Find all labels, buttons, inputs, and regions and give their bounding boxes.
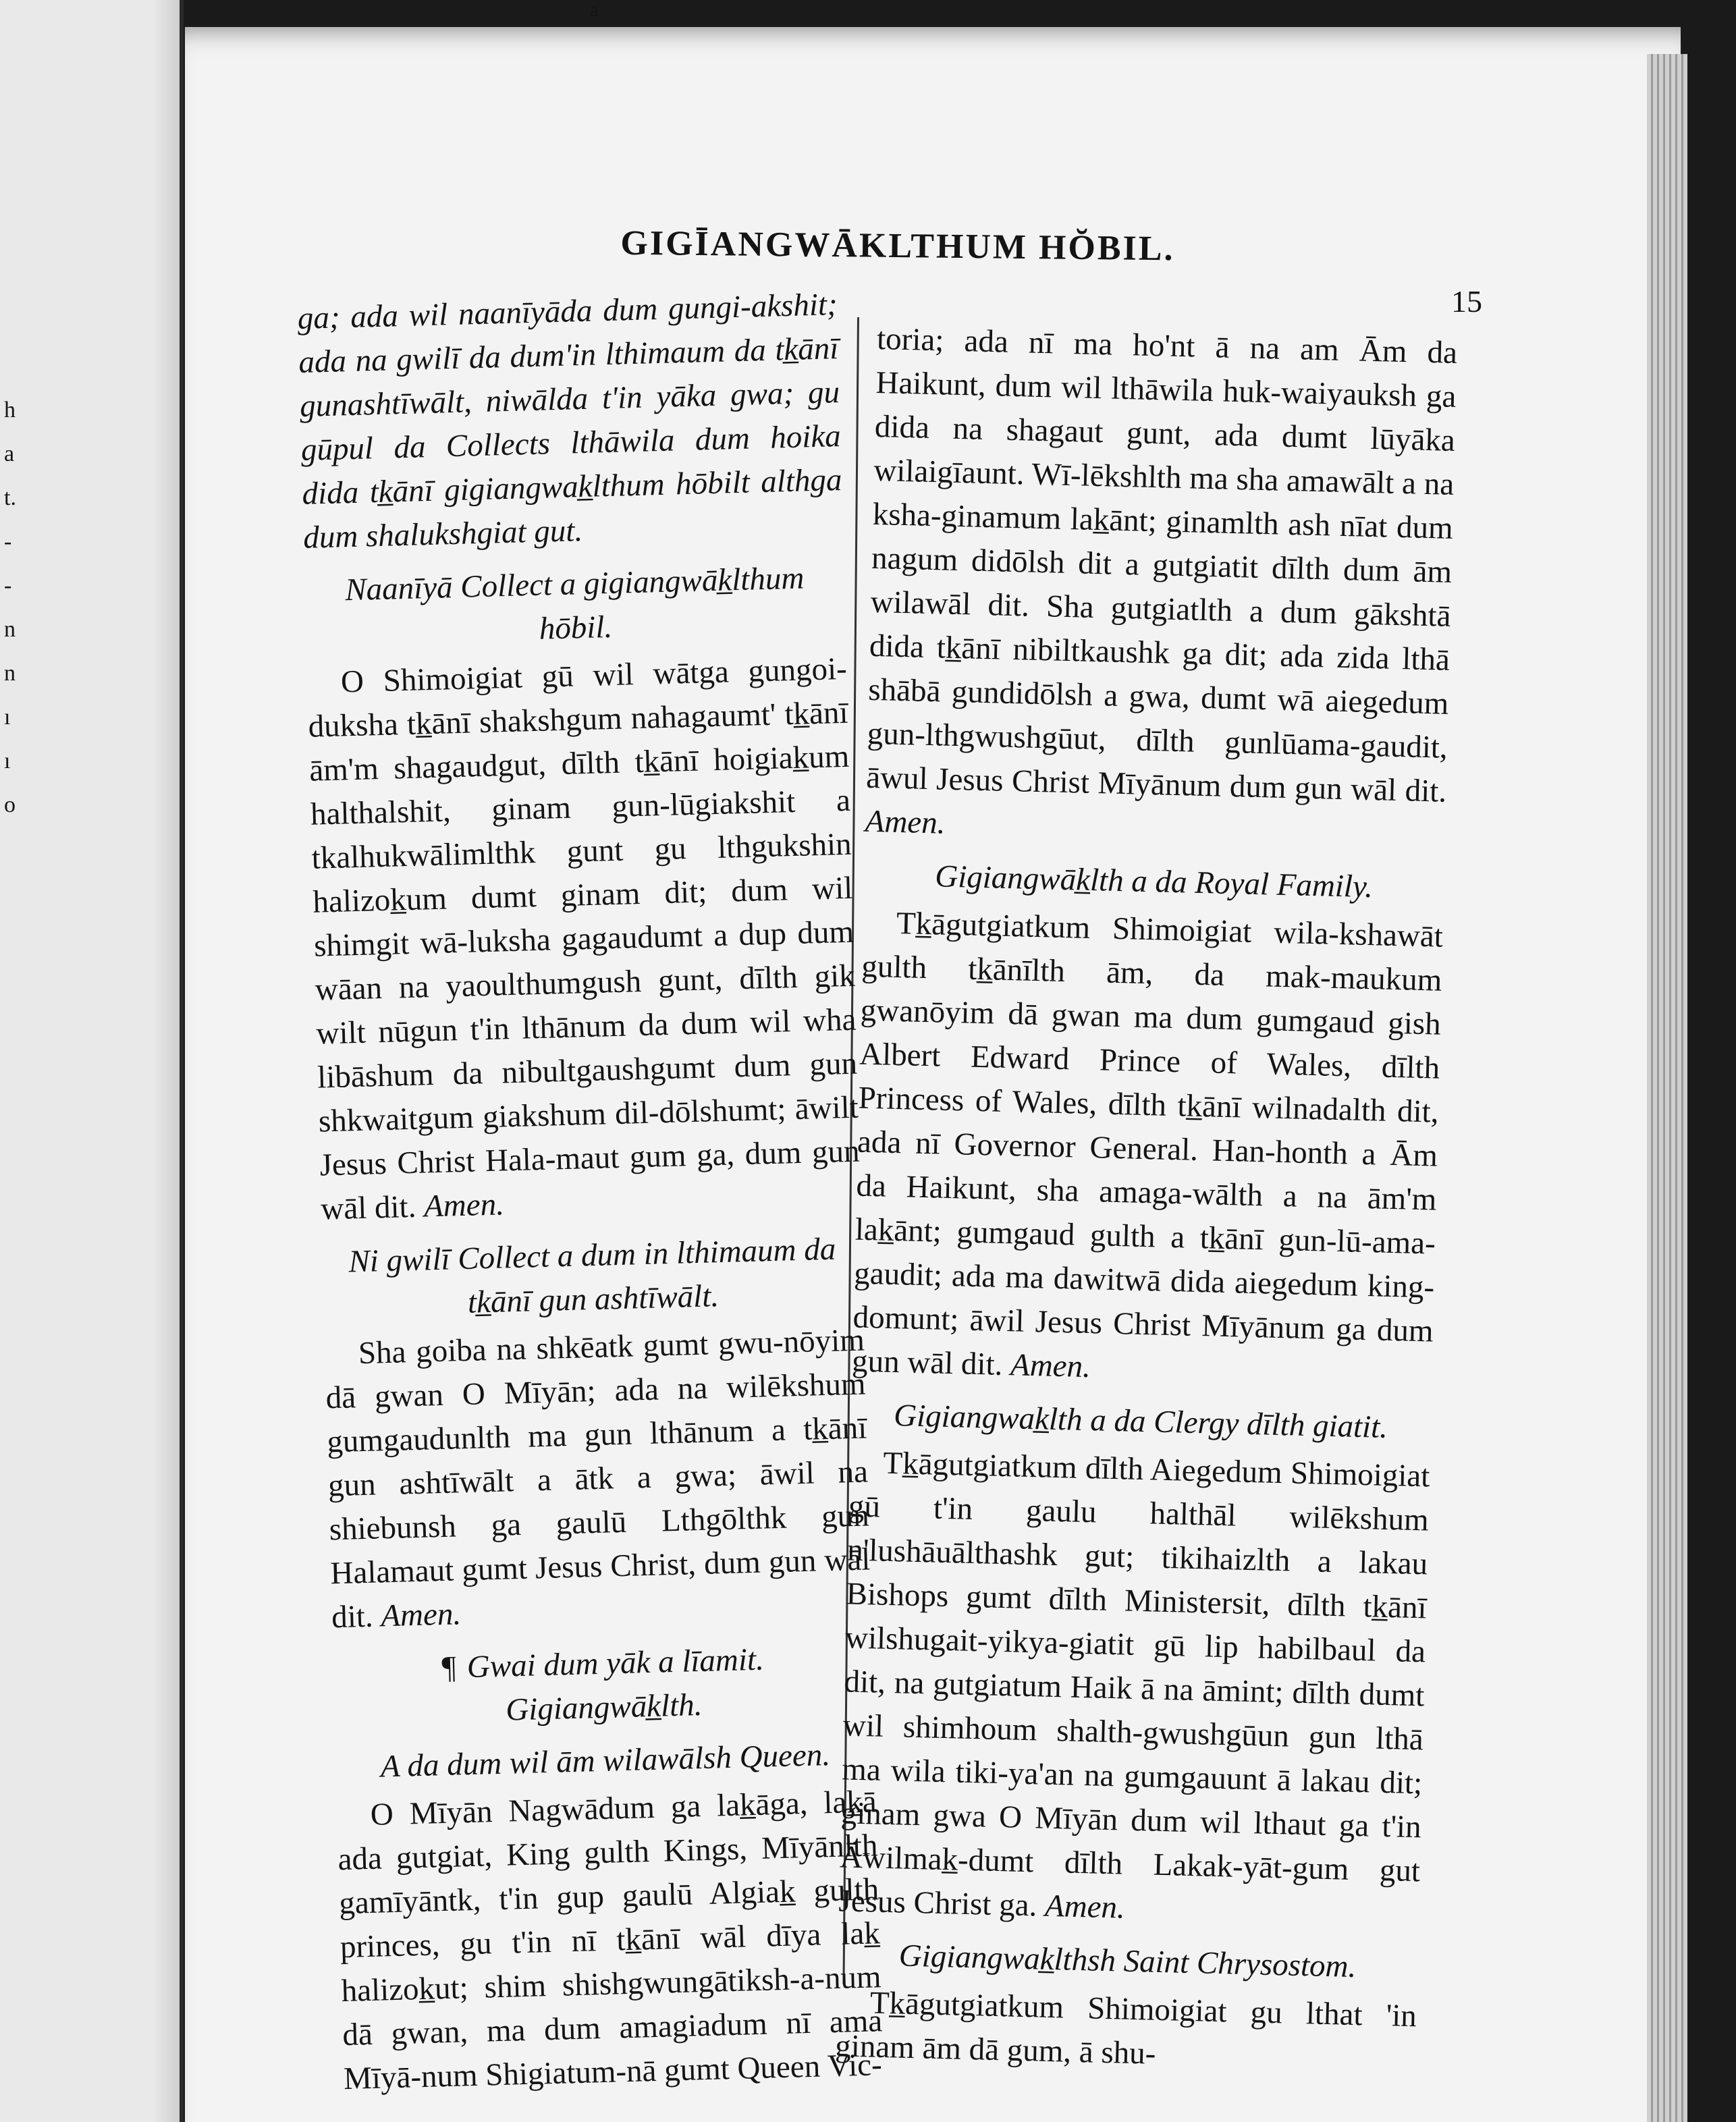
previous-page-letter: - xyxy=(4,529,12,554)
page-stack-edge xyxy=(1647,54,1687,2122)
rubric-subtext: Gigiangwāk̲lth. xyxy=(505,1687,703,1728)
section-heading: Gigiangwak̲lth a da Clergy dīlth giatit. xyxy=(893,1398,1388,1445)
paragraph-text: Tk̲āgutgiatkum Shimoigiat gu lthat 'in ginam ām dā gum, ā shu- xyxy=(834,1985,1417,2071)
previous-page-letter: n xyxy=(4,617,16,642)
prayer-text xyxy=(336,1780,884,2101)
prayer-text xyxy=(835,1980,1417,2082)
previous-page-letter: - xyxy=(4,573,12,598)
paragraph-text: Tk̲āgutgiatkum Shimoigiat wila-kshawāt gulth tk̲ānīlth ām, da mak-maukum gwanōyim dā gwan ma dum gumgaud gish Albert Edward Prince of Wales, dīlth Princess of Wales, dīlth tk̲ānī wilnadalth dit, ada nī Governor General. Han-honth a Ām da Haikunt, sha amaga-wālth a na ām'm lak̲ānt; gumgaud gulth a tk̲ānī gun-lū-ama-gaudit; ada ma dawitwā dida aiegedum king-domunt; āwil Jesus Christ Mīyānum ga dum gun wāl dit. xyxy=(851,905,1444,1382)
previous-page-letter: n xyxy=(4,661,16,686)
paragraph-text: O Mīyān Nagwādum ga lak̲āga, lak̲ā ada gutgiat, King gulth Kings, Mīyānlth gamīyāntk, t'in gup gaulū Algiak̲ gulth princes, gu t'in nī tk̲ānī wāl dīya lak̲ halizok̲ut; shim shishgwungātiksh-a-num dā gwan, ma dum amagiadum nī ama Mīyā-num Shigiatum-nā gumt Queen Vic- xyxy=(337,1784,883,2097)
page-gutter xyxy=(153,0,180,2122)
section-heading: Gigiangwāk̲lth a da Royal Family. xyxy=(934,859,1374,905)
amen-word: Amen. xyxy=(423,1187,505,1224)
previous-page-letter: h xyxy=(4,398,16,423)
previous-page-edge xyxy=(0,0,184,2122)
prayer-text xyxy=(851,901,1443,1398)
top-mark: a xyxy=(590,0,599,21)
paragraph-text: Tk̲āgutgiatkum dīlth Aiegedum Shimoigiat gū t'in gaulu halthāl wilēkshum n'lushāuālthashk gut; tikihaizlth a lakau Bishops gumt dīlth Ministersit, dīlth tk̲ānī wilshugait-yikya-giatit gū lip habilbaul da dit, na gutgiatum Haik ā na āmint; dīlth dumt wil shimhoum shalth-gwushgūun gun lthā ma wila tiki-ya'an na gumgauunt ā lakau dit; ginam gwa O Mīyān dum wil lthaut ga t'in Āwilmak̲-dumt dīlth Lakak-yāt-gum gut Jesus Christ ga. xyxy=(838,1445,1430,1924)
prayer-text xyxy=(865,317,1458,858)
page-number: 15 xyxy=(1451,284,1482,319)
previous-page-letter: t. xyxy=(4,485,16,510)
paragraph-text: Sha goiba na shkēatk gumt gwu-nōyim dā gwan O Mīyān; ada na wilēkshum gumgaudunlth ma gun lthānum a tk̲ānī gun ashtīwālt a ātk a gwa; āwil na shiebunsh ga gaulū Lthgōlthk gun Halamaut gumt Jesus Christ, dum gun wāl dit. xyxy=(325,1322,871,1635)
section-heading: Gigiangwak̲lthsh Saint Chrysostom. xyxy=(898,1938,1357,1985)
left-column xyxy=(297,283,884,2101)
running-header: GIGĪANGWĀKLTHUM HŎBIL. xyxy=(620,223,1175,269)
section-heading: A da dum wil ām wilawālsh Queen. xyxy=(380,1737,831,1785)
paragraph-text: ga; ada wil naanīyāda dum gungi-akshit; ada na gwilī da dum'in lthimaum da tk̲ānī gunashtīwālt, niwālda t'in yāka gwa; gu gūpul da Collects lthāwila dum hoika dida tk̲ānī gigiangwak̲lthum hōbilt althga dum shalukshgiat gut. xyxy=(297,287,843,555)
instruction-text xyxy=(297,283,844,560)
rubric-text: Gwai dum yāk a līamit. xyxy=(466,1641,765,1685)
amen-word: Amen. xyxy=(865,803,946,841)
amen-word: Amen. xyxy=(380,1596,462,1634)
previous-page-letter: ı xyxy=(4,749,11,773)
previous-page-letter: o xyxy=(4,792,16,817)
prayer-text xyxy=(306,647,861,1232)
section-heading: Ni gwilī Collect a dum in lthimaum da tk̲ānī gun ashtīwālt. xyxy=(348,1231,836,1320)
amen-word: Amen. xyxy=(1010,1347,1091,1385)
previous-page-letter: ı xyxy=(4,705,11,730)
paragraph-text: toria; ada nī ma ho'nt ā na am Ām da Haikunt, dum wil lthāwila huk-waiyauksh ga dida na shagaut gunt, ada dumt lūyāka wilaigīaunt. Wī-lēkshlth ma sha amawālt a na ksha-ginamum lak̲ānt; ginamlth ash nīat dum nagum didōlsh dit a gutgiatit dīlth dum ām wilawāl dit. Sha gutgiatlth a dum gākshtā dida tk̲ānī nibiltkaushk ga dit; ada zida lthā shābā gundidōlsh a gwa, dumt wā aiegedum gun-lthgwushgūut, dīlth gunlūama-gaudit, āwul Jesus Christ Mīyānum dum gun wāl dit. xyxy=(865,321,1458,809)
prayer-text xyxy=(324,1319,872,1640)
right-column xyxy=(835,317,1458,2082)
previous-page-letter: a xyxy=(4,441,15,466)
rubric-heading xyxy=(332,1635,874,1737)
previous-page-letters xyxy=(4,388,16,827)
amen-word: Amen. xyxy=(1044,1888,1126,1926)
pilcrow-icon: ¶ xyxy=(441,1650,457,1686)
paragraph-text: O Shimoigiat gū wil wātga gungoi-duksha tk̲ānī shakshgum nahagaumt' tk̲ānī ām'm shagaudgut, dīlth tk̲ānī hoigiak̲um halthalshit, ginam gun-lūgiakshit a tkalhukwālimlthk gunt gu lthgukshin halizok̲um dumt ginam dit; dum wil shimgit wā-luksha gagaudumt a dup dum wāan na yaoulthumgush gunt, dīlth gik wilt nūgun t'in lthānum da dum wil wha libāshum da nibultgaushgumt dum gun shkwaitgum giakshum dil-dōlshumt; āwilt Jesus Christ Hala-maut gum ga, dum gun wāl dit. xyxy=(307,651,861,1227)
prayer-text xyxy=(838,1441,1430,1938)
section-heading: Naanīyā Collect a gigiangwāk̲lthum hōbil. xyxy=(344,560,805,647)
